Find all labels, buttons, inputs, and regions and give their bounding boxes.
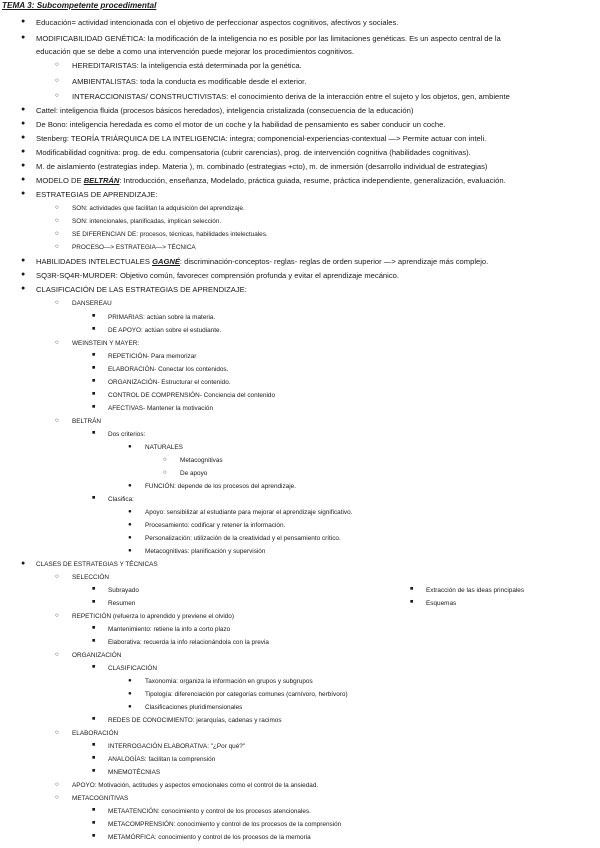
bullet-dot: ● [21, 106, 26, 113]
text-line: Subrayado [108, 587, 139, 594]
bullet-circle: ○ [163, 469, 167, 476]
text-span: MODELO DE [36, 176, 84, 185]
text-line: INTERROGACIÓN ELABORATIVA: "¿Por qué?" [108, 743, 246, 750]
bullet-square: ■ [92, 404, 96, 410]
text-line: Taxonomía: organiza la información en grupos y subgrupos [145, 678, 313, 685]
text-line: APOYO: Motivación, actitudes y aspectos emocionales como el control de la ansiedad. [72, 782, 319, 789]
text-line: PRIMARIAS: actúan sobre la materia. [108, 314, 216, 321]
text-line: DANSEREAU [72, 300, 112, 307]
text-line: Dos criterios: [108, 431, 146, 438]
bullet-dot: ● [21, 34, 26, 41]
text-line: Tipología: diferenciación por categorías comunes (carnívoro, herbívoro) [145, 691, 348, 698]
bullet-dot: ● [21, 18, 26, 25]
bullet-dot: ● [21, 257, 26, 264]
bullet-circle: ○ [55, 61, 59, 68]
text-line [36, 257, 488, 267]
bullet-dot: ● [21, 271, 26, 278]
bullet-dot: ● [128, 443, 132, 450]
bullet-square: ■ [92, 599, 96, 605]
text-line: ELABORACIÓN [72, 730, 119, 737]
text-line: Metacognitivas [180, 457, 223, 464]
text-line: DE APOYO: actúan sobre el estudiante. [108, 327, 222, 334]
bullet-square: ■ [92, 391, 96, 397]
bullet-dot: ● [128, 547, 132, 554]
bullet-circle: ○ [55, 794, 59, 801]
text-line: ESTRATEGIAS DE APRENDIZAJE: [36, 190, 158, 199]
bullet-circle: ○ [55, 612, 59, 619]
text-line: REPETICIÓN (refuerza lo aprendido y previene el olvido) [72, 613, 234, 620]
text-span: : Introducción, enseñanza, Modelado, práctica guiada, resume, práctica independiente, generalización, evaluación. [119, 176, 506, 185]
text-line: educación que se debe a como una intervención puede mejorar los procedimientos cognitivos. [36, 47, 354, 56]
text-line: INTERACCIONISTAS/ CONSTRUCTIVISTAS: el conocimiento deriva de la interacción entre el sujeto y los objetos, gen, ambiente [72, 92, 510, 101]
bullet-circle: ○ [55, 204, 59, 211]
bullet-dot: ● [21, 120, 26, 127]
bullet-square: ■ [92, 365, 96, 371]
text-line: BELTRÁN [72, 418, 102, 425]
bullet-circle: ○ [55, 417, 59, 424]
text-line: Educación= actividad intencionada con el objetivo de perfeccionar aspectos cognitivos, afectivos y sociales. [36, 18, 399, 27]
text-line: Esquemas [426, 600, 457, 607]
text-line: PROCESO—> ESTRATEGIA—> TÉCNICA [72, 244, 196, 251]
bullet-square: ■ [92, 820, 96, 826]
bullet-dot: ● [21, 162, 26, 169]
text-line: REPETICIÓN- Para memorizar [108, 353, 197, 360]
text-line: CLASIFICACIÓN [108, 665, 158, 672]
bullet-square: ■ [92, 378, 96, 384]
bullet-dot: ● [21, 560, 26, 567]
bullet-square: ■ [92, 352, 96, 358]
bullet-dot: ● [21, 285, 26, 292]
text-line: Apoyo: sensibilizar al estudiante para mejorar el aprendizaje significativo. [145, 509, 353, 516]
bullet-dot: ● [128, 690, 132, 697]
text-line: SON: actividades que facilitan la adquisición del aprendizaje. [72, 205, 245, 212]
bullet-circle: ○ [55, 77, 59, 84]
bullet-square: ■ [92, 430, 96, 436]
bullet-circle: ○ [55, 230, 59, 237]
text-line: Extracción de las ideas principales [426, 587, 525, 594]
bullet-square: ■ [92, 313, 96, 319]
text-line: M. de aislamiento (estrategias indep. Materia ), m. combinado (estrategias +cto), m. de inmersión (desarrollo individual de estrategias) [36, 162, 488, 171]
text-line: ORGANIZACIÓN [72, 652, 122, 659]
bullet-circle: ○ [55, 651, 59, 658]
text-line: De apoyo [180, 470, 208, 477]
bullet-square: ■ [92, 495, 96, 501]
bullet-dot: ● [128, 521, 132, 528]
text-line: SE DIFERENCIAN DE: procesos, técnicas, habilidades intelectuales. [72, 231, 268, 238]
text-line: MNEMOTÉCNIAS [108, 769, 161, 776]
text-line [36, 176, 506, 186]
bullet-circle: ○ [163, 456, 167, 463]
text-line: HEREDITARISTAS: la inteligencia está determinada por la genética. [72, 61, 302, 70]
text-line: SON: intencionales, planificadas, implican selección. [72, 218, 222, 225]
bullet-square: ■ [92, 807, 96, 813]
text-line: SELECCIÓN [72, 574, 109, 581]
text-line: ORGANIZACIÓN- Estructurar el contenido. [108, 379, 231, 386]
bullet-circle: ○ [55, 299, 59, 306]
text-line: FUNCIÓN: depende de los procesos del aprendizaje. [145, 483, 296, 490]
text-line: CLASES DE ESTRATEGIAS Y TÉCNICAS [36, 561, 158, 568]
bullet-square: ■ [92, 742, 96, 748]
bullet-dot: ● [128, 677, 132, 684]
text-line: WEINSTEIN Y MAYER: [72, 340, 140, 347]
text-line: METACOMPRENSIÓN: conocimiento y control de los procesos de la comprensión [108, 821, 342, 828]
bullet-square: ■ [92, 833, 96, 839]
text-line: De Bono: inteligencia heredada es como el motor de un coche y la habilidad de pensamiento es saber conducir un coche. [36, 120, 446, 129]
text-line: Personalización: utilización de la creatividad y el pensamiento crítico. [145, 535, 341, 542]
bullet-square: ■ [92, 326, 96, 332]
bullet-dot: ● [21, 176, 26, 183]
text-line: Stenberg: TEORÍA TRIÁRQUICA DE LA INTELIGENCIA: integra; componencial-experiencias-contextual —> Permite actuar con inteli. [36, 134, 487, 143]
text-line: SQ3R-SQ4R-MURDER: Objetivo común, favorecer comprensión profunda y evitar el aprendizaje mecánico. [36, 271, 399, 280]
bullet-dot: ● [128, 508, 132, 515]
bullet-dot: ● [128, 482, 132, 489]
text-line: AMBIENTALISTAS: toda la conducta es modificable desde el exterior. [72, 77, 307, 86]
text-span: HABILIDADES INTELECTUALES [36, 257, 153, 266]
text-span: GAGNÉ [152, 257, 180, 266]
bullet-circle: ○ [55, 217, 59, 224]
text-span: : discriminación-conceptos- reglas- reglas de orden superior —> aprendizaje más complejo. [179, 257, 489, 266]
bullet-dot: ● [128, 534, 132, 541]
bullet-dot: ● [21, 134, 26, 141]
text-line: CONTROL DE COMPRENSIÓN- Conciencia del contenido [108, 392, 276, 399]
text-line: Resumen [108, 600, 136, 607]
text-span: BELTRÁN [83, 176, 120, 185]
bullet-square: ■ [410, 599, 414, 605]
text-line: AFECTIVAS- Mantener la motivación [108, 405, 214, 412]
bullet-square: ■ [92, 625, 96, 631]
bullet-dot: ● [21, 190, 26, 197]
text-line: Modificabilidad cognitiva: prog. de edu. compensatoria (cubrir carencias), prog. de intervención cognitiva (habilidades cognitivas). [36, 148, 471, 157]
text-line: METAMÓRFICA: conocimiento y control de los procesos de la memoria [108, 834, 311, 841]
text-line: Elaborativa: recuerda la info relacionándola con la previa [108, 639, 269, 646]
text-line: REDES DE CONOCIMIENTO: jerarquías, cadenas y racimos [108, 717, 282, 724]
bullet-square: ■ [92, 586, 96, 592]
text-line: Metacognitivas: planificación y supervisión [145, 548, 266, 555]
text-line: MODIFICABILIDAD GENÉTICA: la modificación de la inteligencia no es posible por las limitaciones genéticas. Es un aspecto central de la [36, 34, 501, 43]
bullet-circle: ○ [55, 573, 59, 580]
bullet-circle: ○ [55, 92, 59, 99]
text-line: CLASIFICACIÓN DE LAS ESTRATEGIAS DE APRENDIZAJE: [36, 285, 247, 294]
bullet-square: ■ [92, 716, 96, 722]
text-line: METAATENCIÓN: conocimiento y control de los procesos atencionales. [108, 808, 311, 815]
bullet-square: ■ [92, 664, 96, 670]
bullet-circle: ○ [55, 729, 59, 736]
bullet-dot: ● [21, 148, 26, 155]
text-line: Clasifica: [108, 496, 134, 503]
bullet-square: ■ [92, 755, 96, 761]
document-title: TEMA 3: Subcompetente procedimental [2, 1, 157, 10]
text-line: Clasificaciones pluridimensionales [145, 704, 243, 711]
bullet-square: ■ [92, 768, 96, 774]
bullet-circle: ○ [55, 339, 59, 346]
bullet-square: ■ [92, 638, 96, 644]
bullet-circle: ○ [55, 781, 59, 788]
bullet-square: ■ [410, 586, 414, 592]
bullet-dot: ● [128, 703, 132, 710]
text-line: Cattel: inteligencia fluida (procesos básicos heredados), inteligencia cristalizada (consecuencia de la educación) [36, 106, 414, 115]
text-line: Mantenimiento: retiene la info a corto plazo [108, 626, 231, 633]
text-line: METACOGNITIVAS [72, 795, 129, 802]
text-line: NATURALES [145, 444, 183, 451]
text-line: Procesamiento: codificar y retener la información. [145, 522, 286, 529]
text-line: ANALOGÍAS: facilitan la comprensión [108, 756, 216, 763]
bullet-circle: ○ [55, 243, 59, 250]
text-line: ELABORACIÓN- Conectar los contenidos. [108, 366, 229, 373]
